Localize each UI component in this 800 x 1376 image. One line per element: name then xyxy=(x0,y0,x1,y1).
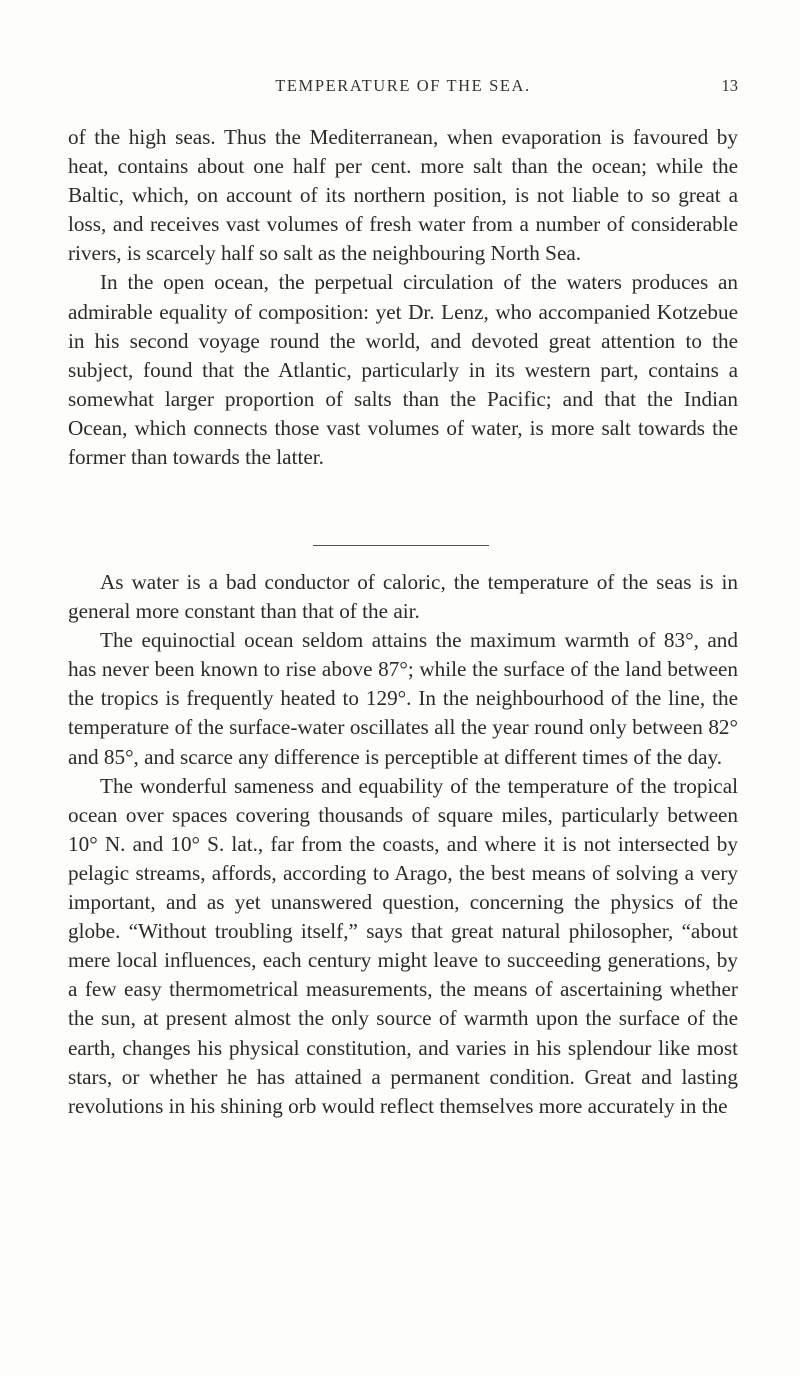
paragraph-open-ocean: In the open ocean, the perpetual circulation of the waters produces an admirable equality of composition: yet Dr. Lenz, who accompanied Kotzebue in his second voyage round the world, and devoted great attention to the subject, found that the Atlantic, particularly in its western part, contains a somewhat larger proportion of salts than the Pacific; and that the Indian Ocean, which connects those vast volumes of water, is more salt towards the former than towards the latter. xyxy=(68,270,738,470)
paragraph-equinoctial: The equinoctial ocean seldom attains the maximum warmth of 83°, and has never been known to rise above 87°; while the surface of the land between the tropics is frequently heated to 129°. In the neighbourhood of the line, the temperature of the surface-water oscillates all the year round only between 82° and 85°, and scarce any difference is perceptible at different times of the day. xyxy=(68,628,738,769)
text-block-upper xyxy=(68,123,738,472)
running-title: TEMPERATURE OF THE SEA. xyxy=(275,76,531,95)
page-number: 13 xyxy=(721,76,738,95)
paragraph-conductor: As water is a bad conductor of caloric, the temperature of the seas is in general more constant than that of the air. xyxy=(68,570,738,624)
paragraph-sameness: The wonderful sameness and equability of the temperature of the tropical ocean over spaces covering thousands of square miles, particularly between 10° N. and 10° S. lat., far from the coasts, and where it is not intersected by pelagic streams, affords, according to Arago, the best means of solving a very important, and as yet unanswered question, concerning the physics of the globe. “Without troubling itself,” says that great natural philosopher, “about mere local influences, each century might leave to succeeding generations, by a few easy thermometrical measurements, the means of ascertaining whether the sun, at present almost the only source of warmth upon the surface of the earth, changes his physical constitution, and varies in his splendour like most stars, or whether he has attained a permanent condition. Great and lasting revolutions in his shining orb would reflect themselves more accurately in the xyxy=(68,773,738,1118)
text-block-lower xyxy=(68,568,738,1121)
paragraph-continued: of the high seas. Thus the Mediterranean, when evaporation is favoured by heat, contains about one half per cent. more salt than the ocean; while the Baltic, which, on account of its northern position, is not liable to so great a loss, and receives vast volumes of fresh water from a number of considerable rivers, is scarcely half so salt as the neighbouring North Sea. xyxy=(68,125,738,266)
running-head xyxy=(68,76,738,102)
section-divider xyxy=(313,545,489,546)
